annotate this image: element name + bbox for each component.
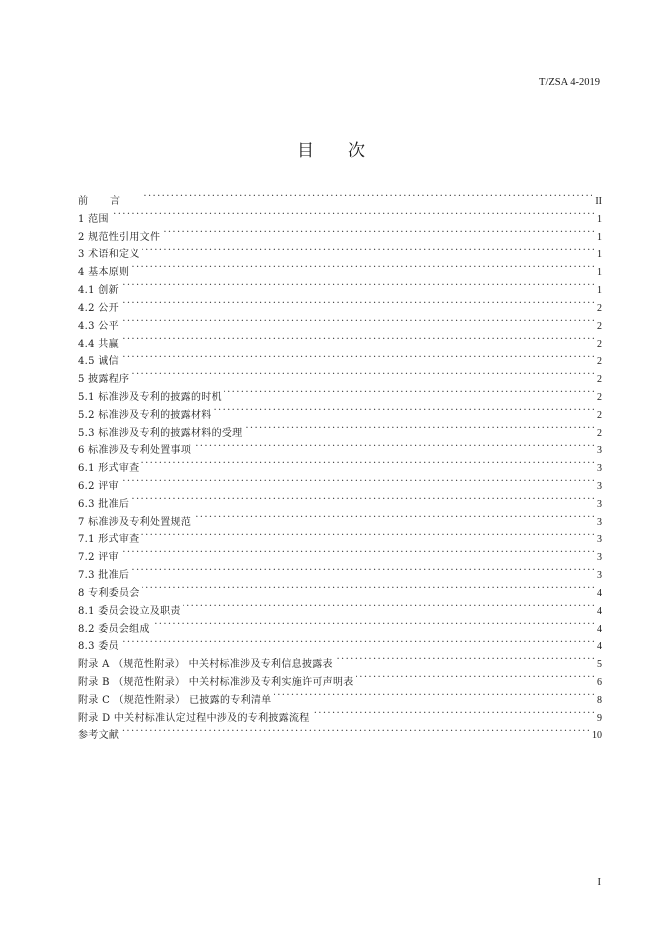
toc-entry-page: 2 (597, 409, 602, 421)
toc-entry-page: 4 (597, 605, 602, 617)
toc-entry-page: 4 (597, 623, 602, 635)
toc-entry-page: 6 (597, 676, 602, 688)
toc-entry-page: 4 (597, 641, 602, 653)
toc-entry[interactable] (78, 710, 602, 728)
toc-entry-label: 7.1 形式审查 (78, 534, 140, 546)
table-of-contents (78, 193, 602, 745)
toc-entry[interactable] (78, 567, 602, 585)
toc-entry-label: 参考文献 (78, 730, 120, 742)
toc-entry-page: 1 (597, 267, 602, 279)
toc-entry-label: 附录 C （规范性附录） 已披露的专利清单 (78, 694, 272, 706)
toc-entry[interactable] (78, 389, 602, 407)
toc-dot-leader (162, 230, 594, 240)
toc-dot-leader (111, 212, 594, 222)
toc-dot-leader (142, 586, 594, 596)
toc-entry-page: 3 (597, 534, 602, 546)
toc-entry-label: 6.1 形式审查 (78, 463, 140, 475)
toc-dot-leader (131, 265, 594, 275)
toc-entry-label: 4.1 创新 (78, 285, 119, 297)
toc-dot-leader (121, 479, 594, 489)
toc-entry[interactable] (78, 193, 602, 211)
toc-dot-leader (141, 461, 594, 471)
toc-dot-leader (214, 408, 594, 418)
toc-dot-leader (121, 354, 594, 364)
toc-entry[interactable] (78, 442, 602, 460)
toc-entry-page: 3 (597, 570, 602, 582)
toc-entry[interactable] (78, 478, 602, 496)
toc-dot-leader (121, 337, 594, 347)
toc-entry[interactable] (78, 460, 602, 478)
toc-dot-leader (144, 194, 592, 204)
toc-entry-page: 3 (597, 445, 602, 457)
toc-entry-page: 1 (597, 249, 602, 261)
toc-entry-page: 3 (597, 463, 602, 475)
toc-entry-label: 4.3 公平 (78, 320, 119, 332)
toc-entry-label: 7.2 评审 (78, 552, 119, 564)
toc-dot-leader (224, 390, 594, 400)
toc-entry-page: 2 (597, 427, 602, 439)
toc-dot-leader (121, 728, 589, 738)
toc-entry-label: 3 术语和定义 (78, 249, 140, 261)
page-number: I (597, 877, 601, 888)
toc-entry[interactable] (78, 531, 602, 549)
toc-dot-leader (121, 550, 594, 560)
toc-entry-label: 8.2 委员会组成 (78, 623, 150, 635)
toc-entry[interactable] (78, 514, 602, 532)
toc-dot-leader (244, 426, 594, 436)
toc-entry-page: 5 (597, 659, 602, 671)
toc-entry-label: 8.3 委员 (78, 641, 119, 653)
toc-entry[interactable] (78, 727, 602, 745)
toc-entry[interactable] (78, 229, 602, 247)
toc-entry-label: 4.2 公开 (78, 302, 119, 314)
toc-entry-page: 1 (597, 213, 602, 225)
toc-entry-label: 5 披露程序 (78, 374, 130, 386)
toc-entry[interactable] (78, 692, 602, 710)
toc-entry-label: 4.5 诚信 (78, 356, 119, 368)
toc-entry[interactable] (78, 496, 602, 514)
toc-dot-leader (121, 639, 594, 649)
toc-entry[interactable] (78, 282, 602, 300)
toc-entry[interactable] (78, 549, 602, 567)
toc-entry[interactable] (78, 371, 602, 389)
toc-dot-leader (152, 622, 594, 632)
toc-entry-label: 附录 D 中关村标准认定过程中涉及的专利披露流程 (78, 712, 310, 724)
toc-entry-page: 8 (597, 694, 602, 706)
toc-entry-page: 3 (597, 552, 602, 564)
toc-entry[interactable] (78, 353, 602, 371)
toc-dot-leader (356, 675, 594, 685)
toc-dot-leader (121, 319, 594, 329)
toc-dot-leader (131, 372, 594, 382)
toc-dot-leader (131, 497, 594, 507)
toc-entry-label: 5.2 标准涉及专利的披露材料 (78, 409, 212, 421)
toc-entry-label: 4 基本原则 (78, 267, 130, 279)
toc-entry[interactable] (78, 585, 602, 603)
toc-entry-page: II (595, 196, 602, 207)
toc-entry-label: 2 规范性引用文件 (78, 231, 161, 243)
toc-entry-page: 2 (597, 320, 602, 332)
toc-entry[interactable] (78, 621, 602, 639)
toc-dot-leader (121, 301, 594, 311)
toc-entry-page: 3 (597, 481, 602, 492)
toc-entry[interactable] (78, 336, 602, 354)
toc-entry-label: 5.1 标准涉及专利的披露的时机 (78, 391, 222, 403)
toc-entry-page: 2 (597, 374, 602, 386)
toc-entry-page: 4 (597, 587, 602, 599)
toc-dot-leader (274, 693, 595, 703)
toc-entry[interactable] (78, 264, 602, 282)
toc-dot-leader (131, 568, 594, 578)
toc-dot-leader (335, 657, 594, 667)
toc-entry[interactable] (78, 407, 602, 425)
toc-entry-label: 8 专利委员会 (78, 587, 140, 599)
toc-entry-page: 1 (597, 285, 602, 297)
toc-entry-label: 6.3 批准后 (78, 498, 130, 510)
toc-dot-leader (193, 443, 594, 453)
toc-entry-page: 2 (597, 302, 602, 314)
toc-entry-label: 附录 B （规范性附录） 中关村标准涉及专利实施许可声明表 (78, 676, 354, 688)
toc-dot-leader (312, 711, 594, 721)
toc-entry-label: 1 范围 (78, 213, 109, 225)
document-code: T/ZSA 4-2019 (539, 77, 600, 88)
toc-entry[interactable] (78, 246, 602, 264)
toc-dot-leader (121, 283, 594, 293)
toc-entry-label: 4.4 共赢 (78, 338, 119, 350)
toc-entry[interactable] (78, 318, 602, 336)
toc-entry-label: 6 标准涉及专利处置事项 (78, 445, 192, 457)
toc-dot-leader (142, 247, 594, 257)
toc-entry-page: 2 (597, 338, 602, 350)
toc-entry[interactable] (78, 638, 602, 656)
toc-entry-label: 6.2 评审 (78, 481, 119, 492)
toc-dot-leader (183, 604, 594, 614)
toc-entry[interactable] (78, 674, 602, 692)
toc-entry-label: 5.3 标准涉及专利的披露材料的受理 (78, 427, 243, 439)
toc-entry-label: 7.3 批准后 (78, 570, 130, 582)
toc-entry-page: 2 (597, 391, 602, 403)
toc-entry[interactable] (78, 300, 602, 318)
toc-entry-page: 3 (597, 498, 602, 510)
toc-entry-page: 9 (597, 712, 602, 724)
toc-entry-label: 7 标准涉及专利处置规范 (78, 516, 192, 528)
toc-entry-label: 附录 A （规范性附录） 中关村标准涉及专利信息披露表 (78, 659, 333, 671)
page-title: 目次 (297, 141, 399, 161)
toc-entry-page: 2 (597, 356, 602, 368)
toc-entry-page: 3 (597, 516, 602, 528)
toc-entry[interactable] (78, 603, 602, 621)
toc-entry[interactable] (78, 211, 602, 229)
toc-dot-leader (141, 532, 594, 542)
toc-entry-page: 10 (592, 730, 602, 742)
toc-entry[interactable] (78, 425, 602, 443)
toc-entry-page: 1 (597, 231, 602, 243)
toc-entry-label: 前言 (78, 196, 142, 207)
toc-entry-label: 8.1 委员会设立及职责 (78, 605, 181, 617)
toc-dot-leader (193, 515, 594, 525)
toc-entry[interactable] (78, 656, 602, 674)
